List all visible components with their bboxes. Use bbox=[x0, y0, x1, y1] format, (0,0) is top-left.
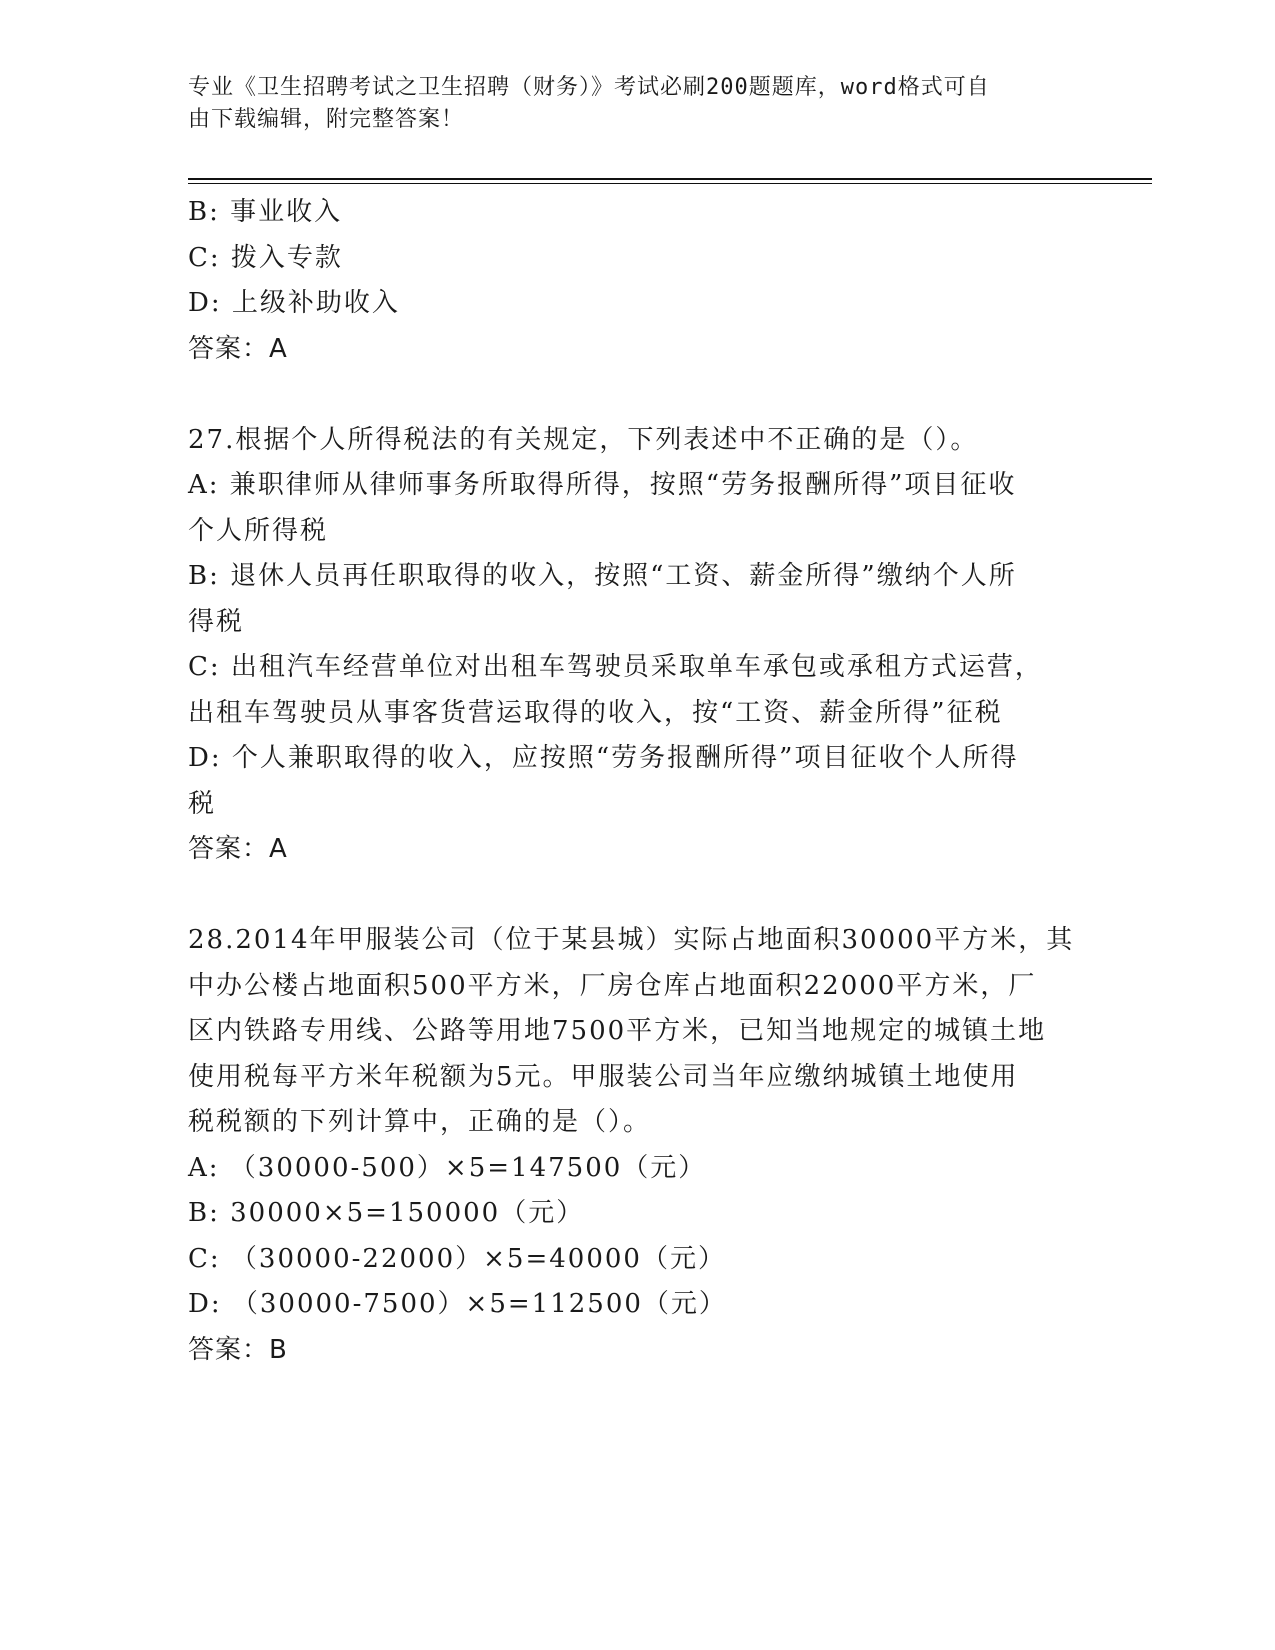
header-line-2: 由下载编辑，附完整答案！ bbox=[188, 107, 465, 132]
option-d: D: （30000-7500）×5=112500（元） bbox=[188, 1289, 727, 1319]
document-header bbox=[188, 72, 1068, 136]
option-c: C: 拨入专款 bbox=[188, 242, 343, 273]
question-28 bbox=[188, 918, 1088, 1373]
header-rule-thick bbox=[188, 178, 1152, 180]
prev-question-block bbox=[188, 190, 1088, 372]
option-a: A: （30000-500）×5=147500（元） bbox=[188, 1152, 707, 1183]
option-d-cont: 税 bbox=[188, 788, 217, 819]
answer: 答案：A bbox=[188, 333, 288, 364]
question-stem-cont: 中办公楼占地面积500平方米，厂房仓库占地面积22000平方米，厂 bbox=[188, 970, 1037, 1001]
option-b: B: 事业收入 bbox=[188, 197, 343, 227]
spacer bbox=[188, 372, 1088, 418]
question-27 bbox=[188, 418, 1088, 873]
option-b-cont: 得税 bbox=[188, 606, 245, 637]
option-d: D: 上级补助收入 bbox=[188, 288, 400, 318]
option-a-cont: 个人所得税 bbox=[188, 515, 329, 546]
option-d: D: 个人兼职取得的收入，应按照“劳务报酬所得”项目征收个人所得 bbox=[188, 743, 1019, 773]
question-stem-cont: 使用税每平方米年税额为5元。甲服装公司当年应缴纳城镇土地使用 bbox=[188, 1061, 1019, 1092]
question-stem: 27.根据个人所得税法的有关规定，下列表述中不正确的是（）。 bbox=[188, 424, 979, 455]
spacer bbox=[188, 873, 1088, 919]
question-stem-cont: 区内铁路专用线、公路等用地7500平方米，已知当地规定的城镇土地 bbox=[188, 1016, 1047, 1046]
question-stem: 28.2014年甲服装公司（位于某县城）实际占地面积30000平方米，其 bbox=[188, 925, 1075, 955]
answer: 答案：A bbox=[188, 834, 288, 864]
option-a: A: 兼职律师从律师事务所取得所得，按照“劳务报酬所得”项目征收 bbox=[188, 470, 1017, 500]
header-rule-thin bbox=[188, 183, 1152, 184]
option-b: B: 30000×5=150000（元） bbox=[188, 1198, 585, 1228]
header-line-1: 专业《卫生招聘考试之卫生招聘（财务）》考试必刷200题题库，word格式可自 bbox=[188, 75, 990, 100]
option-b: B: 退休人员再任职取得的收入，按照“工资、薪金所得”缴纳个人所 bbox=[188, 561, 1017, 591]
question-stem-cont: 税税额的下列计算中，正确的是（）。 bbox=[188, 1107, 652, 1137]
answer: 答案：B bbox=[188, 1334, 288, 1365]
option-c: C: 出租汽车经营单位对出租车驾驶员采取单车承包或承租方式运营， bbox=[188, 652, 1043, 682]
document-body bbox=[188, 190, 1088, 1373]
option-c: C: （30000-22000）×5=40000（元） bbox=[188, 1243, 726, 1274]
option-c-cont: 出租车驾驶员从事客货营运取得的收入，按“工资、薪金所得”征税 bbox=[188, 697, 1003, 728]
